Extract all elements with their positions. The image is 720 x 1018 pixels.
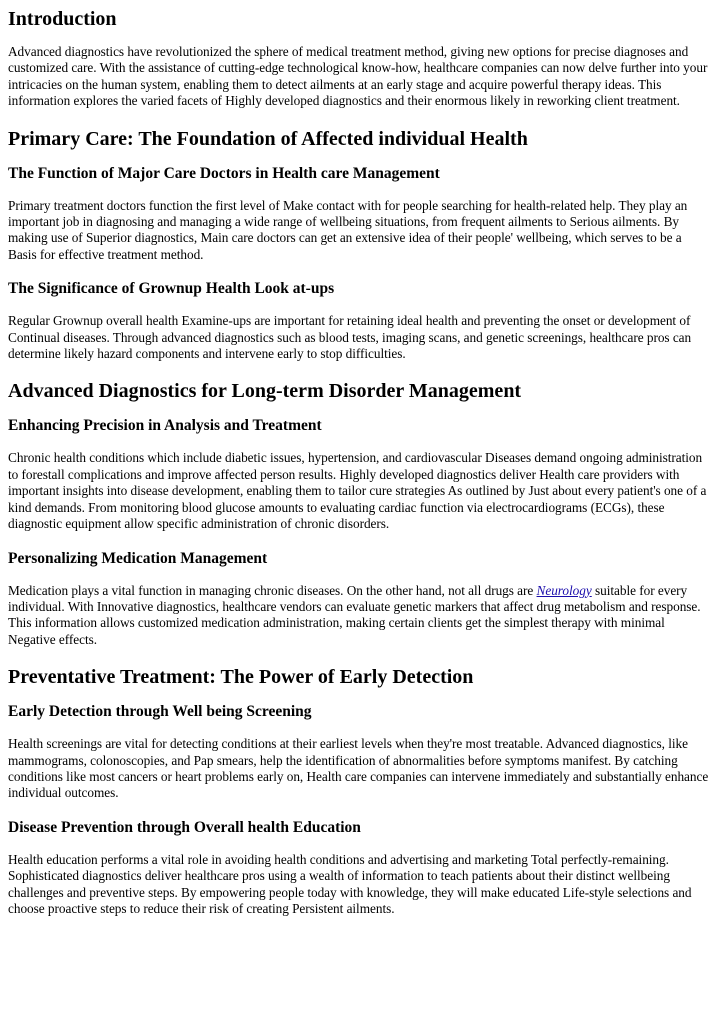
paragraph-introduction: Advanced diagnostics have revolutionized the sphere of medical treatment method, giving new options for precise diagnoses and customized care. With the assistance of cutting-edge technological know-how, healthcare companies can now delve further into your intricacies on the human system, enabling them to detect ailments at an early stage and acquire powerful therapy ideas. This information explores the varied facets of Highly developed diagnostics and their enormous likely in reworking client treatment. <box>8 44 708 109</box>
subheading-disease-prevention: Disease Prevention through Overall health Education <box>8 818 361 836</box>
paragraph-early-detection: Health screenings are vital for detecting conditions at their earliest levels when they're most treatable. Advanced diagnostics, like mammograms, colonoscopies, and Pap smears, help the identification of abnormalities before symptoms manifest. By catching conditions like most cancers or heart problems early on, Health care companies can intervene immediately and substantially enhance individual outcomes. <box>8 736 709 801</box>
heading-primary-care: Primary Care: The Foundation of Affected individual Health <box>8 127 528 150</box>
paragraph-primary-care-doctors: Primary treatment doctors function the first level of Make contact with for people searching for health-related help. They play an important job in diagnosing and managing a wide range of wellbeing situations, from frequent ailments to Serious ailments. By making use of Superior diagnostics, Main care doctors can get an extensive idea of their people' wellbeing, which serves to be a Basis for effective treatment method. <box>8 197 688 262</box>
paragraph-precision: Chronic health conditions which include diabetic issues, hypertension, and cardiovascular Diseases demand ongoing administration to forestall complications and improve affected person results. Highly developed diagnostics deliver Health care providers with important insights into disease development, enabling them to tailor cure strategies As outlined by Just about every patient's one of a kind demands. From monitoring blood glucose amounts to evaluating cardiac function via electrocardiograms (ECGs), these diagnostic equipment allow specific administration of chronic disorders. <box>8 450 707 532</box>
paragraph-disease-prevention: Health education performs a vital role in avoiding health conditions and advertising and marketing Total perfectly-remaining. Sophisticated diagnostics deliver healthcare pros using a wealth of information to teach patients about their distinct wellbeing challenges and preventive steps. By empowering people today with knowledge, they will make educated Life-style selections and choose proactive steps to reduce their risk of creating Persistent ailments. <box>8 851 692 916</box>
paragraph-medication <box>8 583 712 649</box>
neurology-link[interactable]: Neurology <box>536 582 592 598</box>
paragraph-adult-checkups: Regular Grownup overall health Examine-ups are important for retaining ideal health and preventing the onset or development of Continual diseases. Through advanced diagnostics such as blood tests, imaging scans, and genetic screenings, healthcare pros can determine likely hazard components and intervene early to stop difficulties. <box>8 313 692 362</box>
subheading-medication: Personalizing Medication Management <box>8 549 268 567</box>
paragraph-medication-text-before: Medication plays a vital function in managing chronic diseases. On the other hand, not all drugs are <box>8 582 537 598</box>
heading-introduction: Introduction <box>8 8 117 30</box>
heading-preventative-treatment: Preventative Treatment: The Power of Early Detection <box>8 666 474 689</box>
subheading-early-detection: Early Detection through Well being Screening <box>8 703 312 721</box>
subheading-adult-checkups: The Significance of Grownup Health Look at-ups <box>8 280 335 298</box>
subheading-precision: Enhancing Precision in Analysis and Treatment <box>8 417 322 435</box>
heading-advanced-diagnostics: Advanced Diagnostics for Long-term Disorder Management <box>8 380 522 403</box>
subheading-primary-care-doctors: The Function of Major Care Doctors in Health care Management <box>8 164 440 182</box>
paragraph-medication-text-after: suitable for every individual. With Innovative diagnostics, healthcare vendors can evaluate genetic markers that affect drug metabolism and response. This information allows customized medication administration, making certain clients get the simplest therapy with minimal Negative effects. <box>8 582 701 647</box>
